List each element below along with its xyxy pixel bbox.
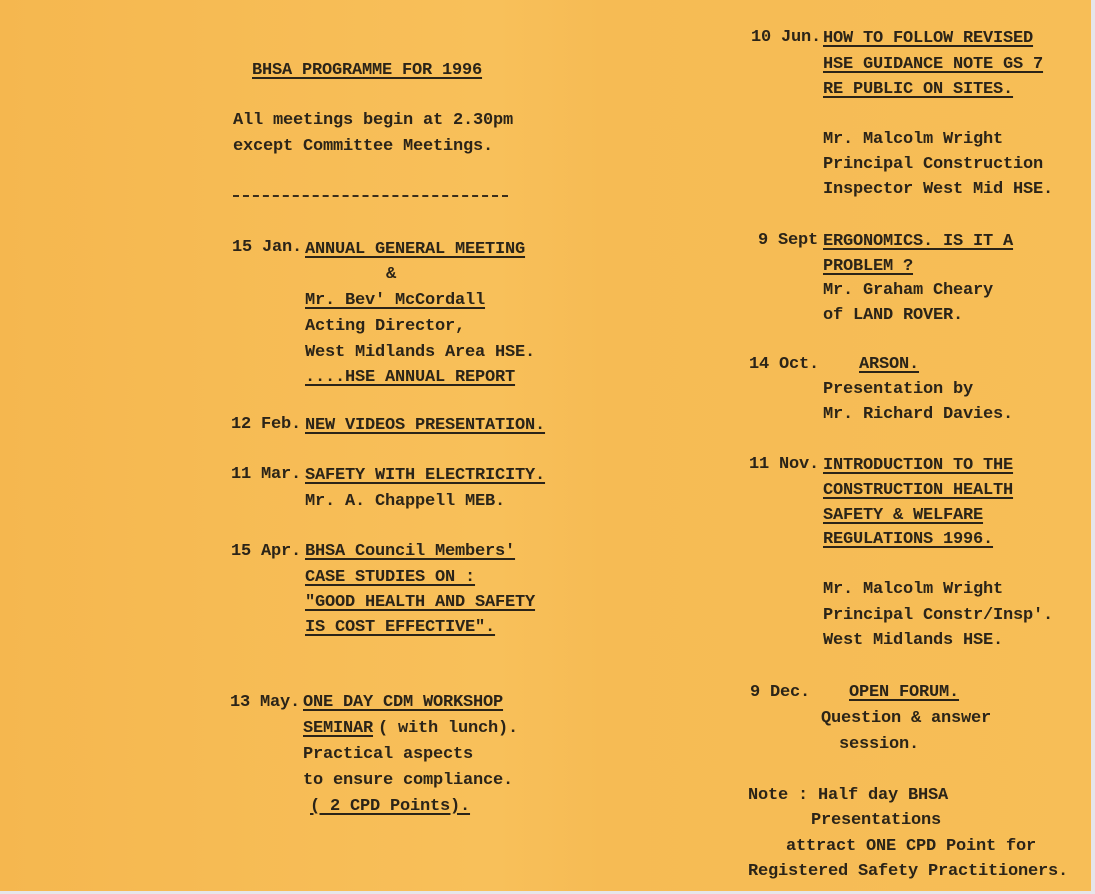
- event-line: Principal Constr/Insp'.: [823, 606, 1054, 625]
- event-title: ERGONOMICS. IS IT A: [823, 232, 1014, 251]
- event-line: ....HSE ANNUAL REPORT: [305, 368, 516, 387]
- event-title: BHSA Council Members': [305, 542, 516, 561]
- event-line: Question & answer: [821, 709, 992, 728]
- event-line: ( 2 CPD Points).: [310, 797, 471, 816]
- event-line: SAFETY & WELFARE: [823, 506, 984, 525]
- event-line: West Midlands Area HSE.: [305, 343, 536, 362]
- note-line: Presentations: [811, 811, 942, 830]
- event-date: 11 Mar.: [231, 465, 302, 484]
- event-line: Mr. A. Chappell MEB.: [305, 492, 506, 511]
- event-title: ARSON.: [859, 355, 920, 374]
- event-date: 14 Oct.: [749, 355, 820, 374]
- event-title: OPEN FORUM.: [849, 683, 960, 702]
- event-title: NEW VIDEOS PRESENTATION.: [305, 416, 546, 435]
- speaker-name: Mr. Malcolm Wright: [823, 130, 1004, 149]
- event-date: 9 Dec.: [750, 683, 811, 702]
- intro-line: All meetings begin at 2.30pm: [233, 111, 514, 130]
- event-line: CONSTRUCTION HEALTH: [823, 481, 1014, 500]
- event-line: SEMINAR: [303, 719, 374, 738]
- event-line: PROBLEM ?: [823, 257, 914, 276]
- event-title: SAFETY WITH ELECTRICITY.: [305, 466, 546, 485]
- event-line: Acting Director,: [305, 317, 466, 336]
- speaker-name: Mr. Bev' McCordall: [305, 291, 486, 310]
- event-date: 13 May.: [230, 693, 301, 712]
- event-line: IS COST EFFECTIVE".: [305, 618, 496, 637]
- note-line: attract ONE CPD Point for: [786, 837, 1037, 856]
- event-line: ( with lunch).: [378, 719, 519, 738]
- event-date: 15 Jan.: [232, 238, 303, 257]
- event-line: Presentation by: [823, 380, 974, 399]
- note-line: Registered Safety Practitioners.: [748, 862, 1069, 881]
- event-title: HOW TO FOLLOW REVISED: [823, 29, 1034, 48]
- event-date: 15 Apr.: [231, 542, 302, 561]
- event-line: RE PUBLIC ON SITES.: [823, 80, 1014, 99]
- event-line: session.: [839, 735, 920, 754]
- event-line: CASE STUDIES ON :: [305, 568, 476, 587]
- event-line: REGULATIONS 1996.: [823, 530, 994, 549]
- event-line: Inspector West Mid HSE.: [823, 180, 1054, 199]
- event-line: Principal Construction: [823, 155, 1044, 174]
- event-line: HSE GUIDANCE NOTE GS 7: [823, 55, 1044, 74]
- speaker-name: Mr. Malcolm Wright: [823, 580, 1004, 599]
- speaker-name: Mr. Graham Cheary: [823, 281, 994, 300]
- event-title: INTRODUCTION TO THE: [823, 456, 1014, 475]
- programme-title: BHSA PROGRAMME FOR 1996: [252, 61, 483, 80]
- speaker-name: Mr. Richard Davies.: [823, 405, 1014, 424]
- event-date: 12 Feb.: [231, 415, 302, 434]
- note-line: Note : Half day BHSA: [748, 786, 949, 805]
- event-line: "GOOD HEALTH AND SAFETY: [305, 593, 536, 612]
- event-line: of LAND ROVER.: [823, 306, 964, 325]
- divider-rule: [233, 195, 508, 197]
- event-title: ANNUAL GENERAL MEETING: [305, 240, 526, 259]
- event-line: to ensure compliance.: [303, 771, 514, 790]
- event-date: 11 Nov.: [749, 455, 820, 474]
- event-line: Practical aspects: [303, 745, 474, 764]
- intro-line: except Committee Meetings.: [233, 137, 494, 156]
- event-date: 10 Jun.: [751, 28, 822, 47]
- event-date: 9 Sept: [758, 231, 819, 250]
- event-line: &: [386, 265, 397, 284]
- event-line: West Midlands HSE.: [823, 631, 1004, 650]
- event-title: ONE DAY CDM WORKSHOP: [303, 693, 504, 712]
